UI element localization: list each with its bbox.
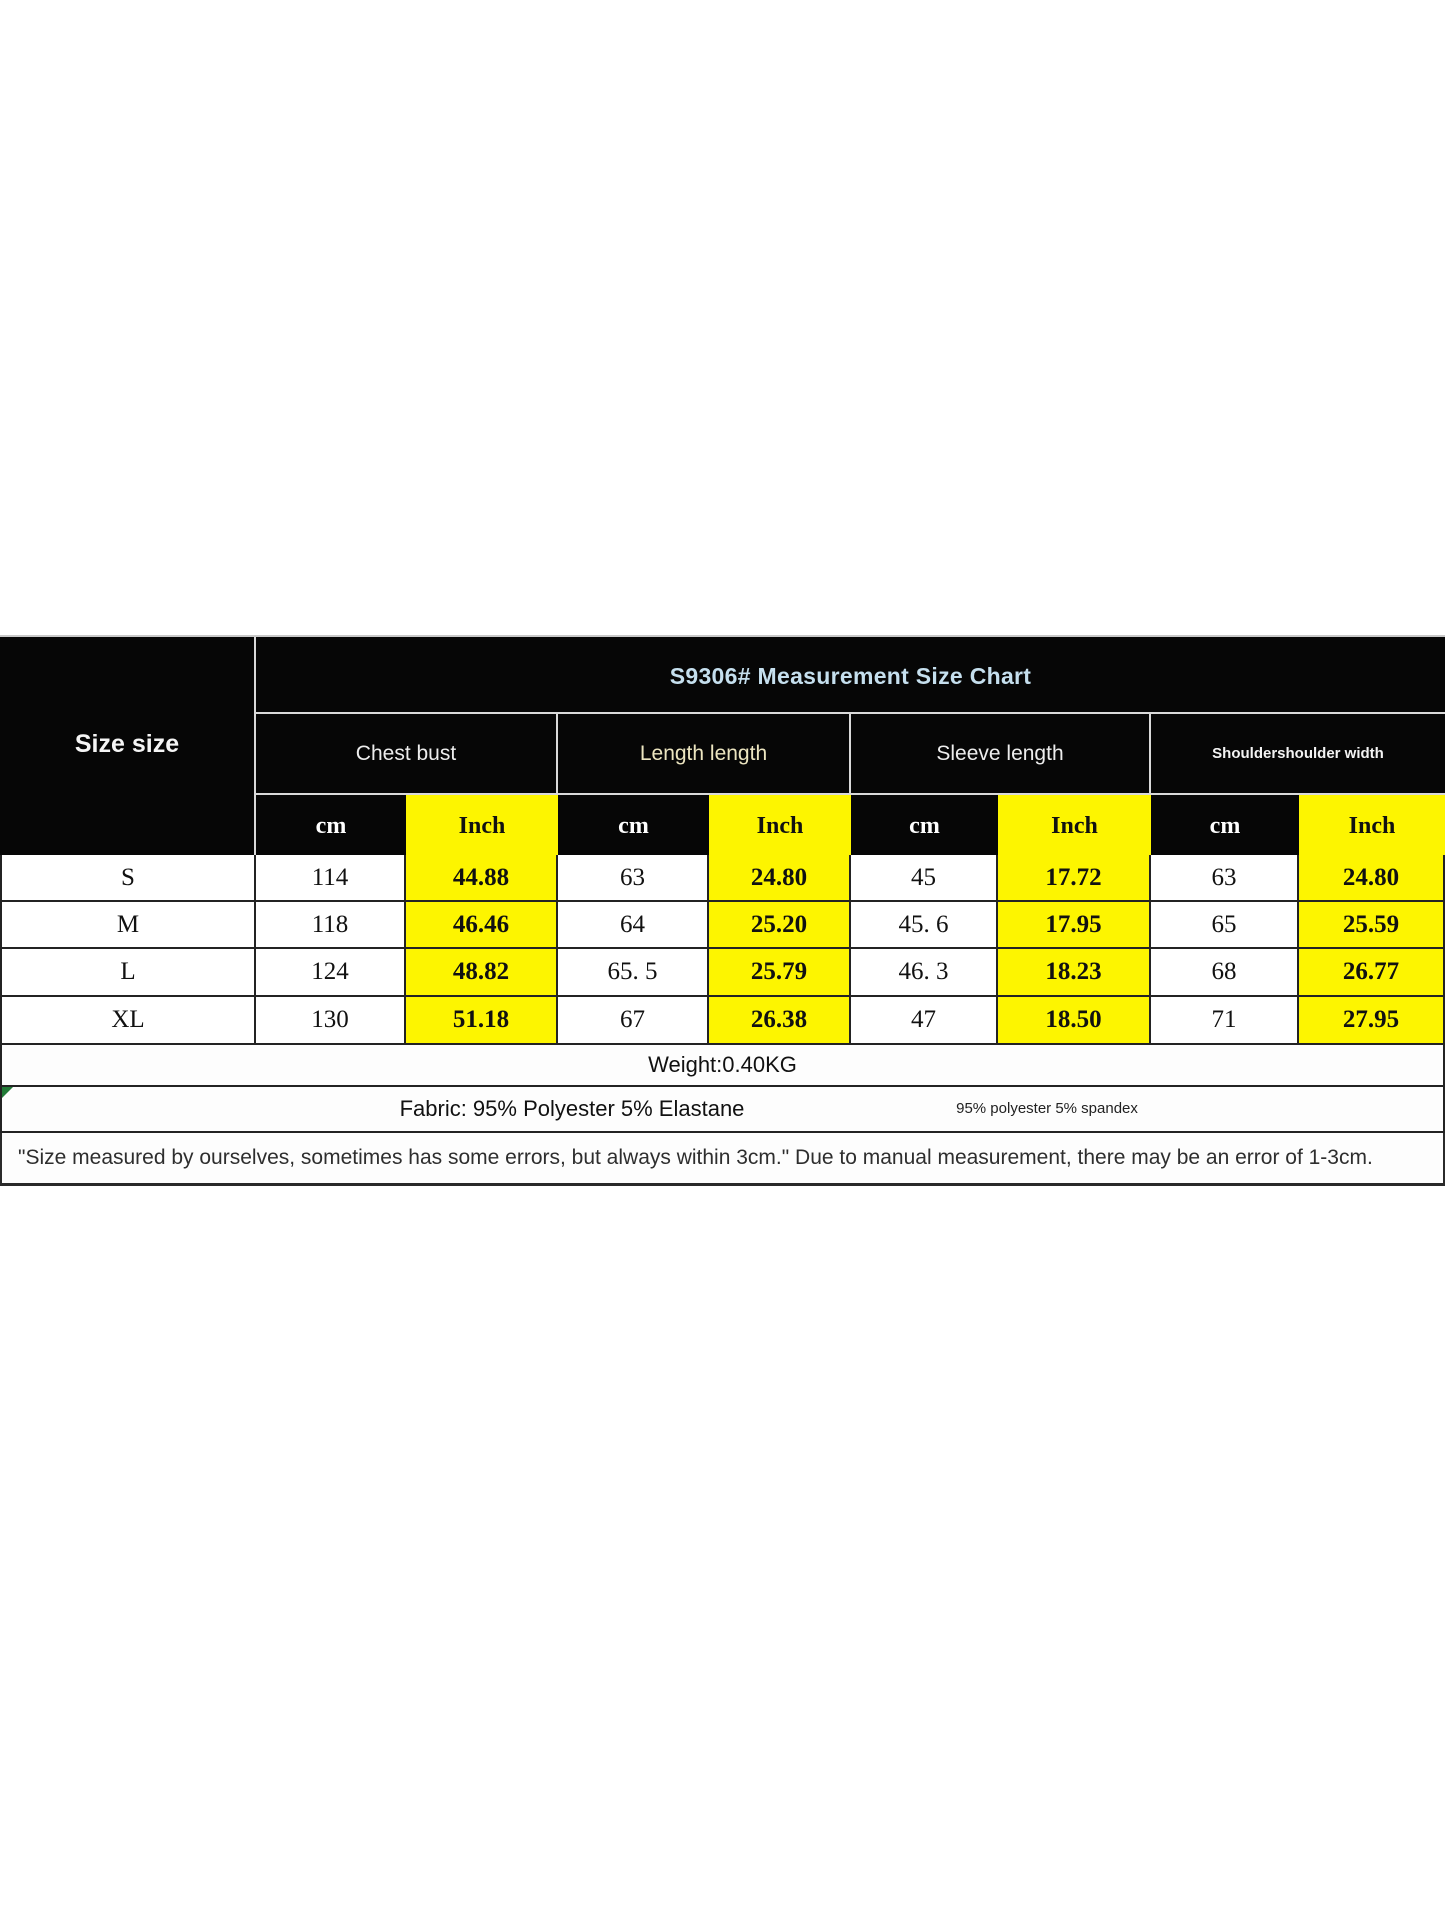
size-row-label: S (0, 855, 256, 900)
size-chart-table (0, 635, 1445, 1187)
table-row-xl (0, 997, 1445, 1045)
fabric-note: Fabric: 95% Polyester 5% Elastane (399, 1096, 745, 1121)
group-header-sleeve: Sleeve length (851, 714, 1151, 793)
table-row-l (0, 949, 1445, 997)
table-cell: 67 (558, 997, 709, 1043)
table-cell: 25.59 (1299, 902, 1445, 947)
table-cell: 63 (558, 855, 709, 900)
table-cell: 24.80 (1299, 855, 1445, 900)
table-cell: 18.23 (998, 949, 1151, 995)
unit-header-cm: cm (618, 813, 649, 839)
table-cell: 45. 6 (851, 902, 998, 947)
group-header-chest: Chest bust (256, 714, 558, 793)
size-row-label: XL (0, 997, 256, 1043)
table-cell: 46.46 (406, 902, 558, 947)
table-cell: 63 (1151, 855, 1299, 900)
table-cell: 51.18 (406, 997, 558, 1043)
size-row-label: L (0, 949, 256, 995)
fabric-row (0, 1087, 1445, 1133)
group-header-length: Length length (558, 714, 851, 793)
table-cell: 47 (851, 997, 998, 1043)
measurement-group-row (256, 714, 1445, 795)
table-cell: 65. 5 (558, 949, 709, 995)
table-cell: 68 (1151, 949, 1299, 995)
table-cell: 44.88 (406, 855, 558, 900)
units-row (256, 795, 1445, 857)
unit-header-cm: cm (315, 813, 347, 839)
table-header (0, 635, 1445, 855)
unit-header-cm: cm (1209, 813, 1241, 839)
size-row-label: M (0, 902, 256, 947)
table-cell: 114 (256, 855, 406, 900)
unit-header-inch: Inch (709, 795, 851, 857)
unit-header-inch: Inch (406, 795, 558, 857)
table-cell: 18.50 (998, 997, 1151, 1043)
table-cell: 46. 3 (851, 949, 998, 995)
table-cell: 27.95 (1299, 997, 1445, 1043)
table-cell: 118 (256, 902, 406, 947)
table-cell: 26.77 (1299, 949, 1445, 995)
chart-title: S9306# Measurement Size Chart (256, 637, 1445, 714)
weight-row: Weight:0.40KG (0, 1045, 1445, 1087)
measurement-disclaimer: "Size measured by ourselves, sometimes has some errors, but always within 3cm." Due to manual measurement, there may be an error of 1-3cm. (0, 1133, 1445, 1186)
table-cell: 25.79 (709, 949, 851, 995)
table-cell: 45 (851, 855, 998, 900)
fabric-note-secondary: 95% polyester 5% spandex (956, 1100, 1138, 1117)
size-column-header: Size size (0, 637, 256, 857)
table-body (0, 855, 1445, 1186)
unit-header-inch: Inch (998, 795, 1151, 857)
table-cell: 130 (256, 997, 406, 1043)
table-row-s (0, 855, 1445, 902)
table-cell: 26.38 (709, 997, 851, 1043)
table-cell: 65 (1151, 902, 1299, 947)
table-cell: 64 (558, 902, 709, 947)
table-row-m (0, 902, 1445, 949)
table-cell: 25.20 (709, 902, 851, 947)
group-header-shoulder: Shouldershoulder width (1212, 745, 1384, 762)
table-cell: 48.82 (406, 949, 558, 995)
table-cell: 17.95 (998, 902, 1151, 947)
table-cell: 71 (1151, 997, 1299, 1043)
table-cell: 124 (256, 949, 406, 995)
unit-header-inch: Inch (1299, 795, 1445, 857)
table-cell: 24.80 (709, 855, 851, 900)
unit-header-cm: cm (909, 813, 940, 839)
table-cell: 17.72 (998, 855, 1151, 900)
